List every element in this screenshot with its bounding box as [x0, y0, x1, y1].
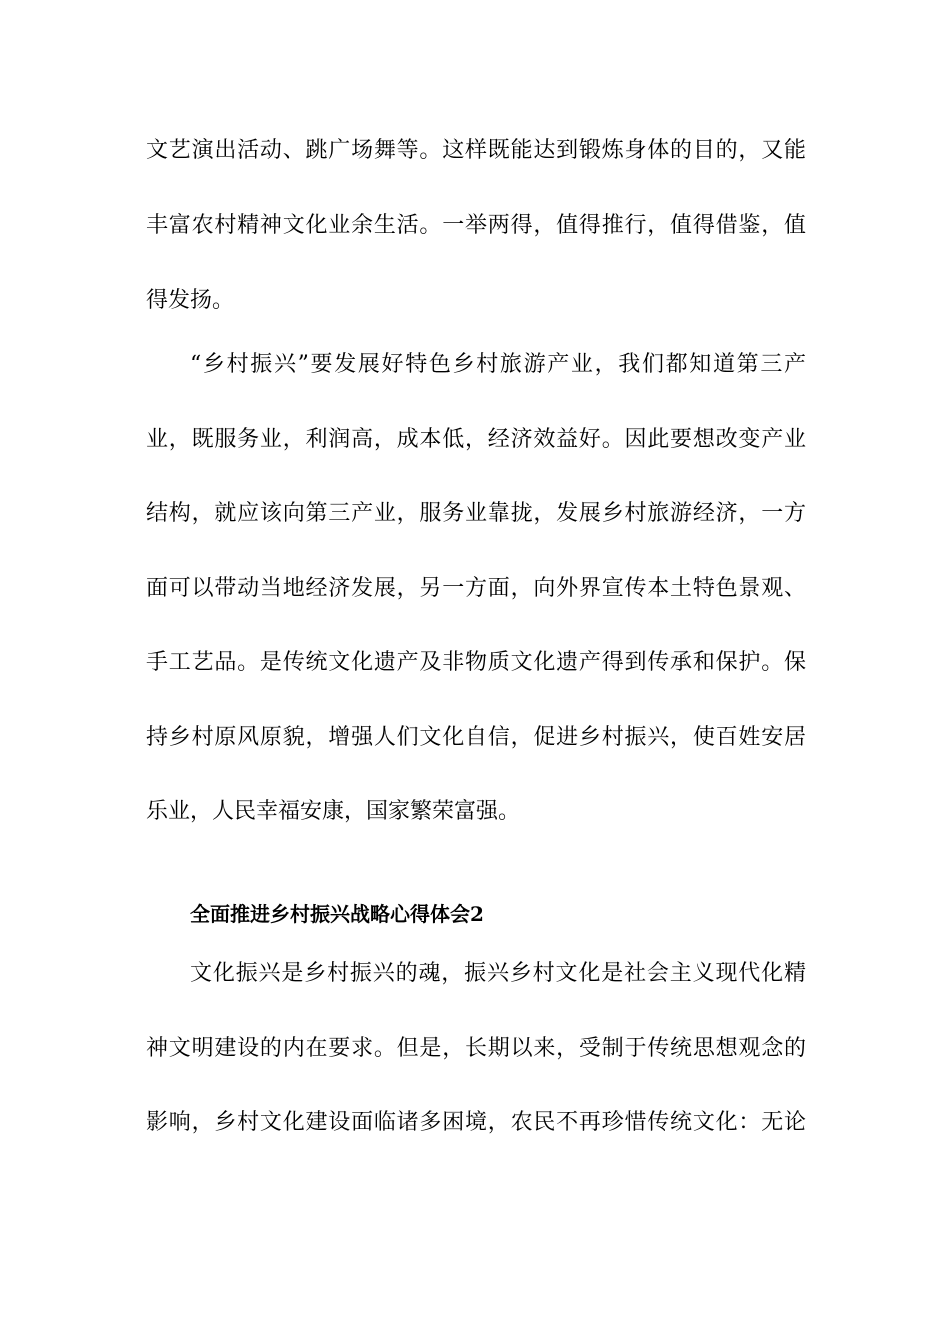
paragraph-3-line-2: 神文明建设的内在要求。但是，长期以来，受制于传统思想观念的	[146, 1036, 806, 1061]
paragraph-2-line-2: 业，既服务业，利润高，成本低，经济效益好。因此要想改变产业	[146, 427, 806, 452]
paragraph-2-line-5: 手工艺品。是传统文化遗产及非物质文化遗产得到传承和保护。保	[146, 650, 806, 675]
paragraph-3-line-3: 影响，乡村文化建设面临诸多困境，农民不再珍惜传统文化：无论	[146, 1110, 806, 1135]
paragraph-2-line-1: “乡村振兴”要发展好特色乡村旅游产业，我们都知道第三产	[190, 352, 806, 377]
paragraph-2-line-4: 面可以带动当地经济发展，另一方面，向外界宣传本土特色景观、	[146, 576, 806, 601]
paragraph-3-line-1: 文化振兴是乡村振兴的魂，振兴乡村文化是社会主义现代化精	[190, 961, 806, 986]
paragraph-1-line-1: 文艺演出活动、跳广场舞等。这样既能达到锻炼身体的目的，又能	[146, 138, 806, 163]
section-heading: 全面推进乡村振兴战略心得体会2	[190, 902, 484, 926]
paragraph-1-line-2: 丰富农村精神文化业余生活。一举两得，值得推行，值得借鉴，值	[146, 213, 806, 238]
paragraph-1-line-3: 得发扬。	[146, 288, 235, 313]
paragraph-2-line-3: 结构，就应该向第三产业，服务业靠拢，发展乡村旅游经济，一方	[146, 501, 806, 526]
paragraph-2-line-7: 乐业，人民幸福安康，国家繁荣富强。	[146, 799, 521, 824]
paragraph-2-line-6: 持乡村原风原貌，增强人们文化自信，促进乡村振兴，使百姓安居	[146, 725, 806, 750]
